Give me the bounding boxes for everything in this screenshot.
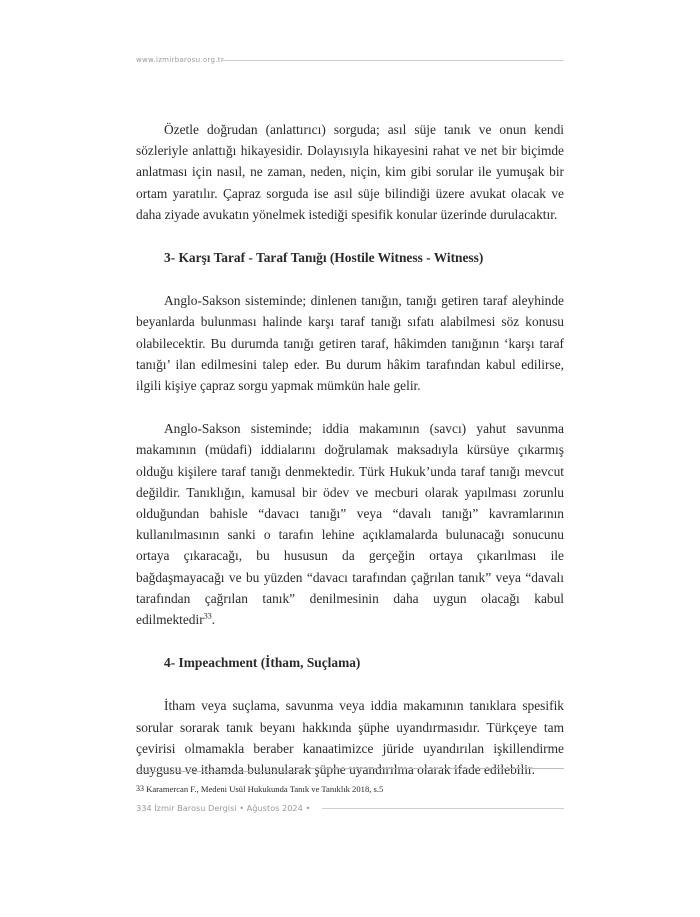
paragraph-2: Anglo-Sakson sisteminde; dinlenen tanığın, tanığı getiren taraf aleyhinde beyanlarda bulunması halinde karşı taraf tanığı sıfatı alabilmesi söz konusu olabilecektir. Bu durumda tanığı getiren taraf, hâkimden tanığının ‘karşı taraf tanığı’ ilan edilmesini talep eder. Bu durum hâkim tarafından kabul edilirse, ilgili kişiye çapraz sorgu yapmak mümkün hale gelir.: [136, 293, 564, 394]
footnote-rule-right: [308, 768, 564, 769]
section-heading-3: 3- Karşı Taraf - Taraf Tanığı (Hostile Witness - Witness): [164, 250, 484, 266]
footnote-rule: [136, 771, 304, 772]
footnote-reference[interactable]: 33: [203, 611, 212, 621]
footer-rule: [322, 808, 564, 809]
page-footer: 334 İzmir Barosu Dergisi • Ağustos 2024 •: [136, 803, 311, 813]
paragraph-3-end: .: [211, 612, 216, 628]
header-url: www.izmirbarosu.org.tr: [136, 56, 224, 64]
paragraph-3: [136, 418, 564, 630]
header-rule: [222, 60, 564, 61]
main-content: [136, 119, 564, 802]
footnote: [136, 783, 564, 795]
paragraph-1: Özetle doğrudan (anlattırıcı) sorguda; asıl süje tanık ve onun kendi sözleriyle anlattığı hikayesidir. Dolayısıyla hikayesini rahat ve net bir biçimde anlatması için nasıl, ne zaman, neden, niçin, kim gibi sorular ile yumuşak bir ortam yaratılır. Çapraz sorguda ise asıl süje bilindiği üzere avukat olacak ve daha ziyade avukatın yönelmek istediği spesifik konular üzerinde durulacaktır.: [136, 122, 564, 222]
paragraph-3-text: Anglo-Sakson sisteminde; iddia makamının (savcı) yahut savunma makamının (müdafi) iddialarını doğrulamak maksadıyla kürsüye çıkarmış olduğu kişilere taraf tanığı denmektedir. Türk Hukuk’unda taraf tanığı mevcut değildir. Tanıklığın, kamusal bir ödev ve mecburi olarak yapılması zorunlu olduğundan bahisle “davacı tanığı” veya “davalı tanığı” kavramlarının kullanılmasının sanki o tarafın lehine açıklamalarda bulunacağı sonucunu ortaya çıkaracağı, bu hususun da gerçeğin ortaya çıkarılması ile bağdaşmayacağı ve bu yüzden “davacı tarafından çağrılan tanık” veya “davalı tarafından çağrılan tanık” denilmesinin daha uygun olacağı kabul edilmektedir: [136, 421, 564, 628]
section-heading-4: 4- Impeachment (İtham, Suçlama): [164, 655, 361, 671]
footnote-number: 33: [136, 784, 144, 793]
footnote-text: Karamercan F., Medeni Usül Hukukunda Tanık ve Tanıklık 2018, s.5: [146, 784, 384, 794]
paragraph-4: İtham veya suçlama, savunma veya iddia makamının tanıklara spesifik sorular sorarak tanık beyanı hakkında şüphe uyandırmasıdır. Türkçeye tam çevirisi olmamakla beraber kanaatimizce jüride uyandırılan işkillendirme duygusu ve ithamda bulunularak şüphe uyandırılma olarak ifade edilebilir.: [136, 698, 564, 778]
